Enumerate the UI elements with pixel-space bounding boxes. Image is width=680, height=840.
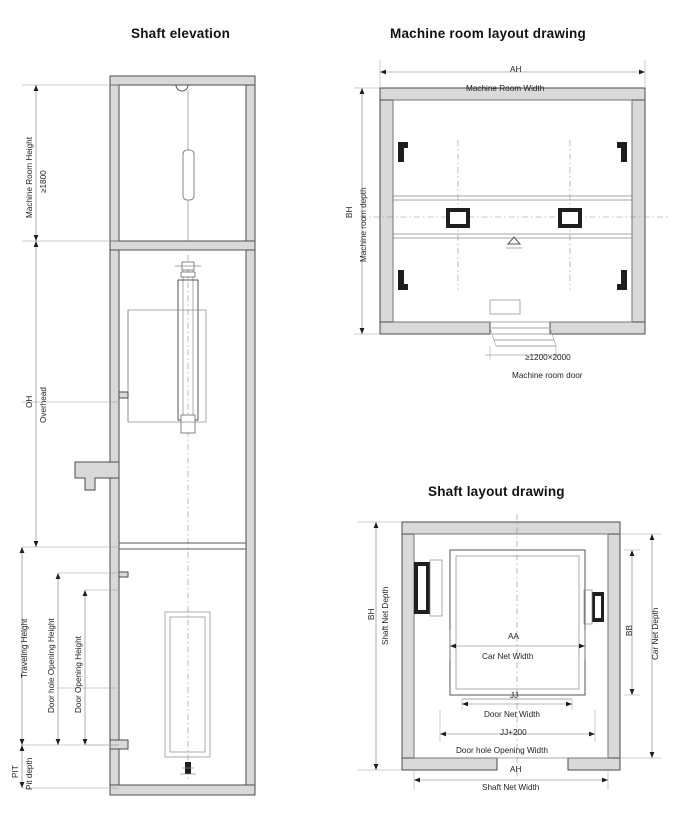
label-oh-code: OH [25,395,34,408]
label-traveling-height: Traveling Height [20,618,29,678]
label-sl-jj-name: Door Net Width [484,710,540,719]
label-sl-bh-name: Shaft Net Depth [381,586,390,645]
label-sl-jj200-code: JJ+200 [500,728,527,737]
label-sl-ah-name: Shaft Net Width [482,783,540,792]
label-sl-jj200-name: Door hole Opening Width [456,746,548,755]
panel-title-shaft-elevation: Shaft elevation [131,26,231,41]
label-door-opening-height: Door Opening Height [74,636,83,713]
label-sl-bb-code: BB [625,625,634,636]
label-mr-bh-code: BH [345,206,354,218]
label-mr-ah-name: Machine Room Width [466,84,545,93]
label-sl-bh-code: BH [367,608,376,620]
label-door-hole-opening-height: Door hole Opening Height [47,618,56,713]
label-sl-ah-code: AH [510,765,522,774]
label-mr-door-size: ≥1200×2000 [525,353,571,362]
panel-title-shaft-layout: Shaft layout drawing [428,484,565,499]
label-mr-ah-code: AH [510,65,522,74]
panel-title-machine-room: Machine room layout drawing [390,26,586,41]
label-mr-bh-name: Machine room depth [359,187,368,262]
label-sl-aa-code: AA [508,632,519,641]
machine-room-layout-drawing [340,0,680,420]
label-pit-name: Pit depth [25,757,34,790]
label-sl-aa-name: Car Net Width [482,652,534,661]
label-machine-room-height: Machine Room Height [25,136,34,218]
label-pit-code: PIT [11,765,20,778]
label-mr-door-name: Machine room door [512,371,583,380]
label-sl-jj-code: JJ [510,691,519,700]
label-machine-room-height-value: ≥1800 [39,170,48,193]
label-oh-name: Overhead [39,387,48,423]
label-sl-bb-name: Car Net Depth [651,607,660,660]
